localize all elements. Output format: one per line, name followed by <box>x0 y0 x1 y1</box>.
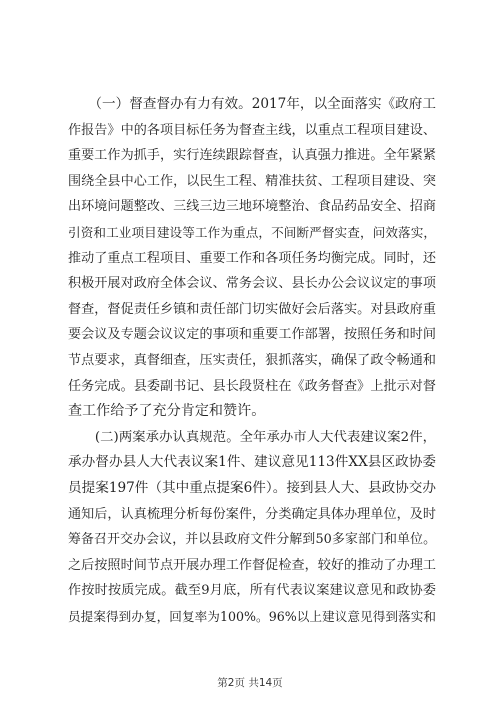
text-line: 作按时按质完成。截至9月底，所有代表议案建议意见和政协委 <box>68 583 436 599</box>
text-line: 要会议及专题会议议定的事项和重要工作部署，按照任务和时间 <box>68 327 436 343</box>
text-line: 推动了重点工程项目、重要工作和各项任务均衡完成。同时，还 <box>68 250 436 266</box>
text-line: 围绕全县中心工作，以民生工程、精准扶贫、工程项目建设、突 <box>68 173 436 189</box>
text-line: 任务完成。县委副书记、县长段贤柱在《政务督查》上批示对督 <box>68 378 436 394</box>
document-body <box>68 92 436 629</box>
text-line: 引资和工业项目建设等工作为重点，不间断严督实查，问效落实， <box>68 224 436 240</box>
page-number-footer: 第2页 共14页 <box>217 677 283 689</box>
paragraph-proposals <box>68 425 436 630</box>
text-line: 重要工作为抓手，实行连续跟踪督查，认真强力推进。全年紧紧 <box>68 148 436 164</box>
text-line: 作报告》中的各项目标任务为督查主线，以重点工程项目建设、 <box>68 122 436 138</box>
text-line: 通知后，认真梳理分析每份案件，分类确定具体办理单位，及时 <box>68 506 436 522</box>
text-line: 之后按照时间节点开展办理工作督促检查，较好的推动了办理工 <box>68 557 436 573</box>
text-line: 承办督办县人大代表议案1件、建议意见113件XX县区政协委 <box>68 454 436 471</box>
text-line: 积极开展对政府全体会议、常务会议、县长办公会议议定的事项 <box>68 276 436 292</box>
text-line: (二)两案承办认真规范。全年承办市人大代表建议案2件， <box>68 429 436 445</box>
text-line: 员提案得到办复，回复率为100%。96%以上建议意见得到落实和 <box>68 608 436 624</box>
text-line: 筹备召开交办会议，并以县政府文件分解到50多家部门和单位。 <box>68 532 436 548</box>
text-line: 节点要求，真督细查，压实责任，狠抓落实，确保了政令畅通和 <box>68 352 436 368</box>
text-line: 督查，督促责任乡镇和责任部门切实做好会后落实。对县政府重 <box>68 301 436 317</box>
text-line: 出环境问题整改、三线三边三地环境整治、食品药品安全、招商 <box>68 199 436 215</box>
text-line: 员提案197件（其中重点提案6件）。接到县人大、县政协交办 <box>68 479 436 496</box>
text-line: 查工作给予了充分肯定和赞许。 <box>68 403 266 420</box>
paragraph-supervision <box>68 92 436 425</box>
text-line: （一）督查督办有力有效。2017年，以全面落实《政府工 <box>68 96 436 112</box>
